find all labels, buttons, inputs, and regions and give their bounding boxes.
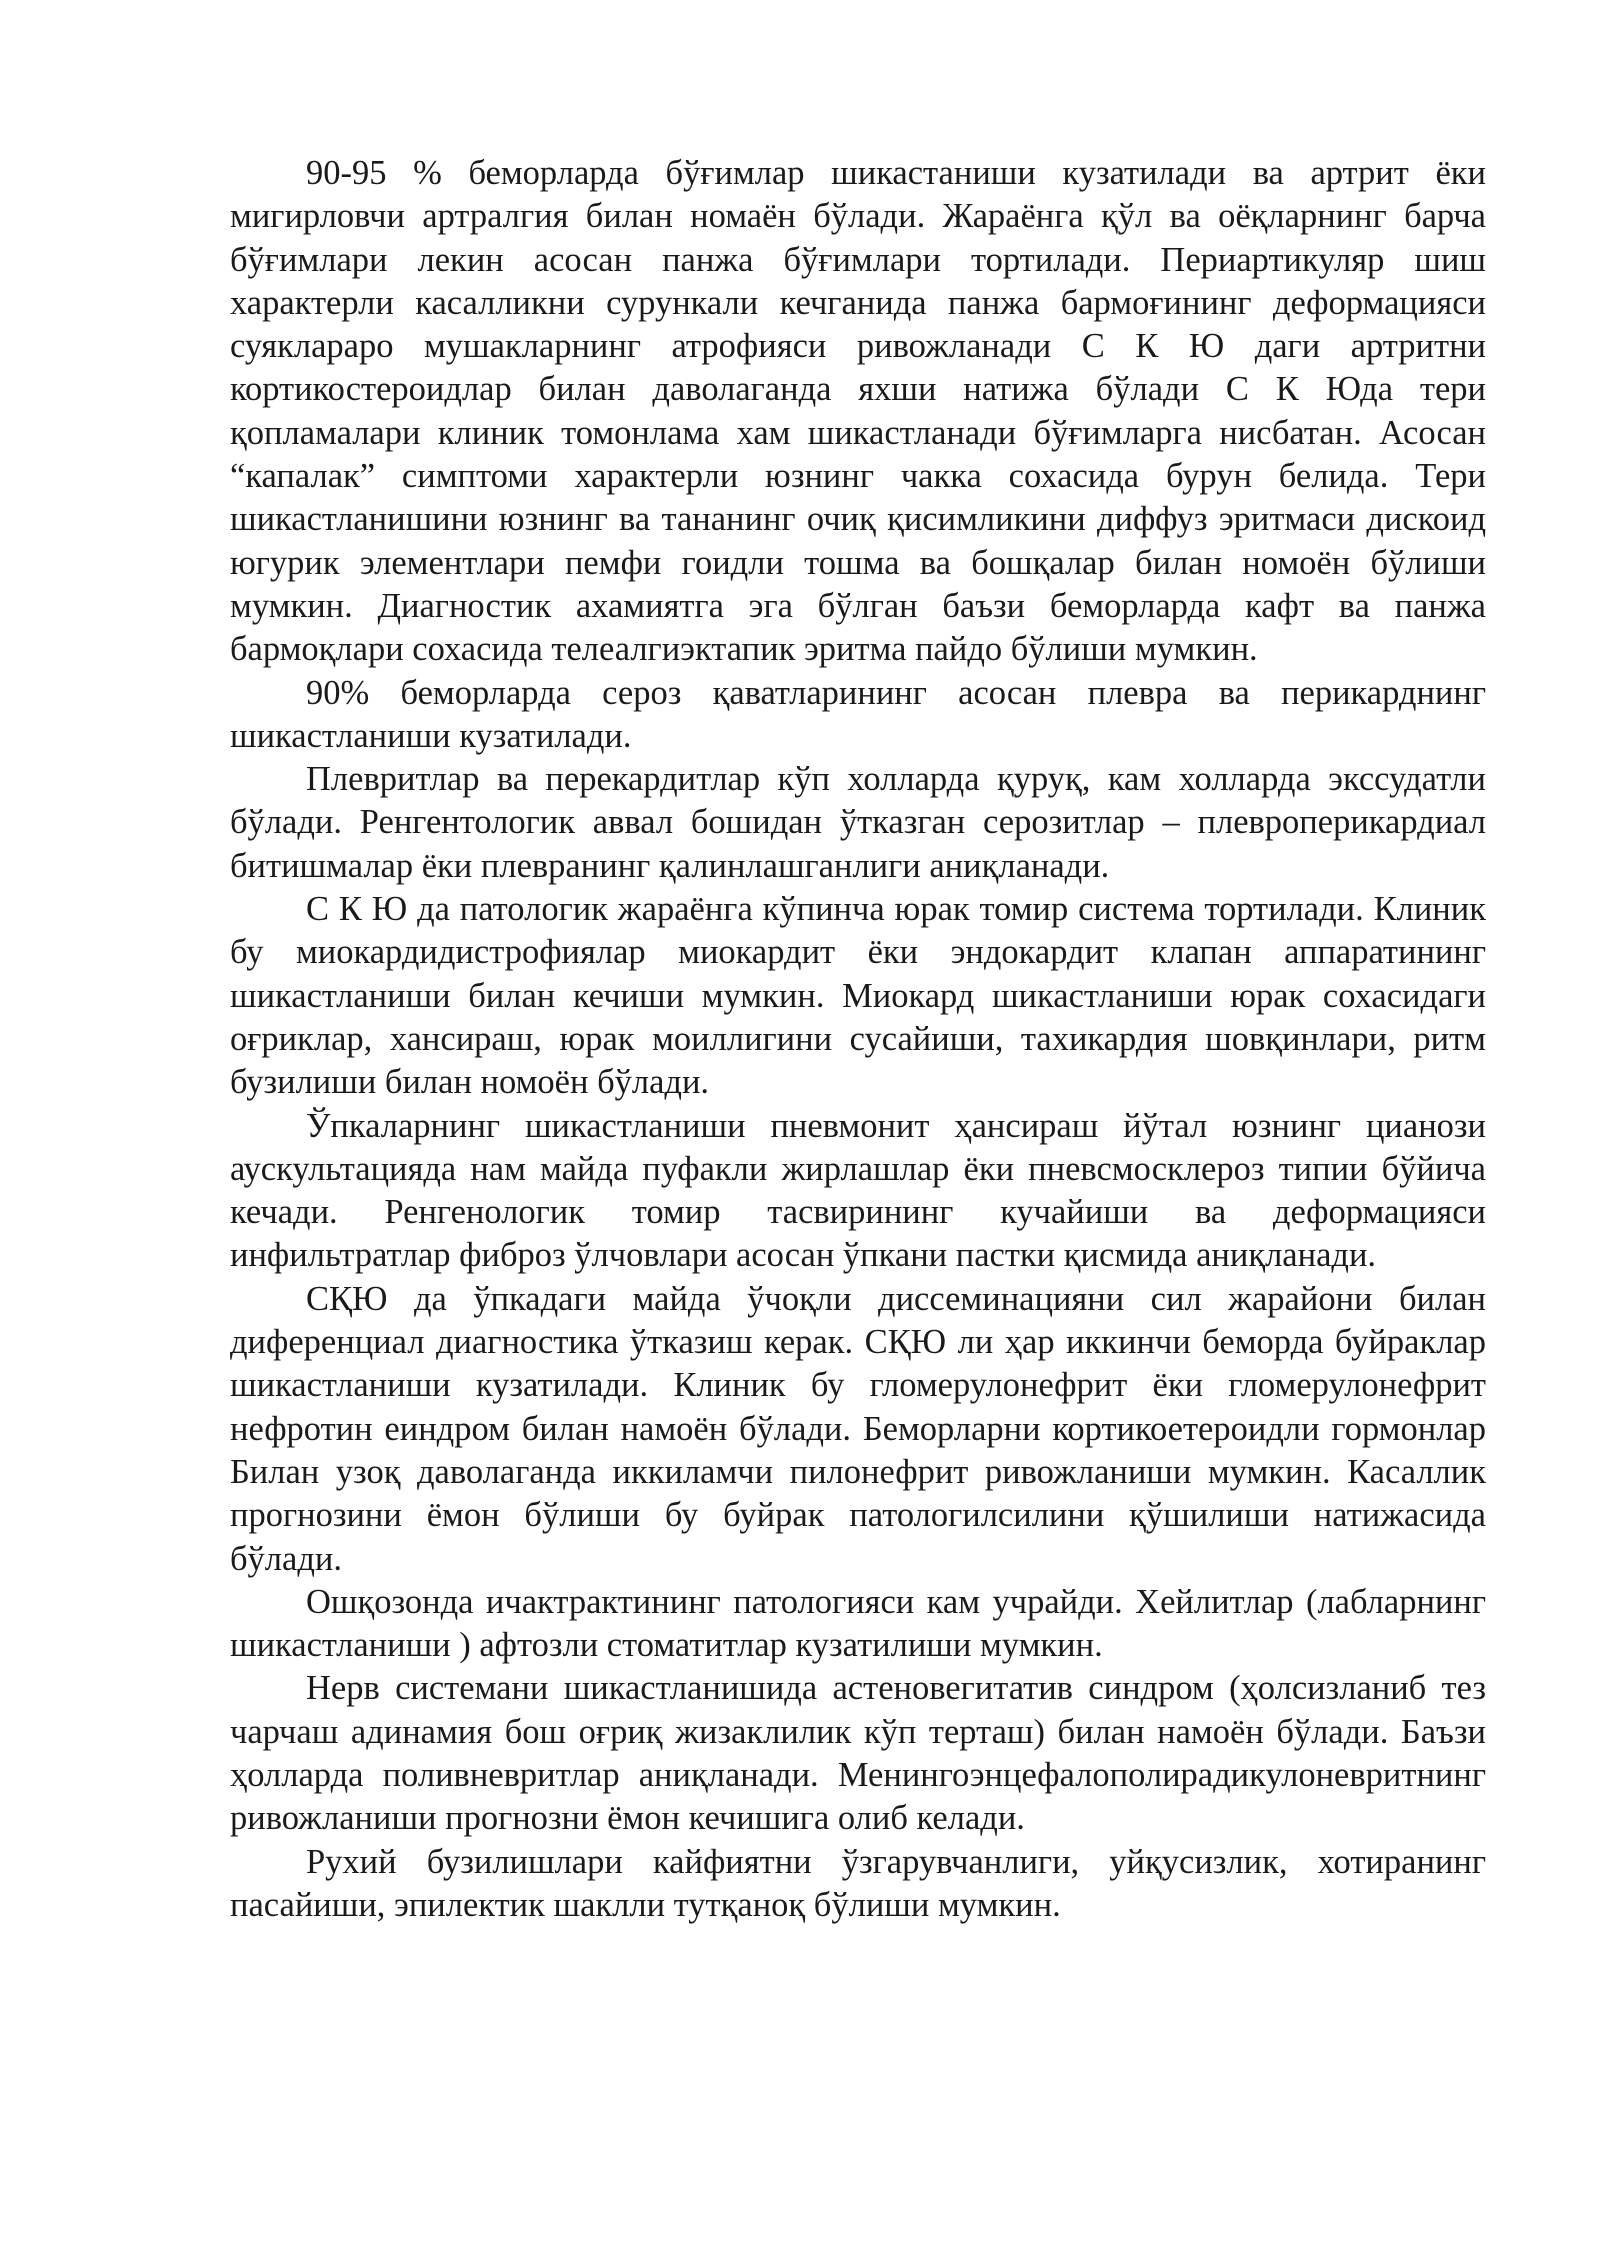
paragraph-pleuritis: Плевритлар ва перекардитлар кўп холларда қуруқ, кам холларда экссудатли бўлади. Ренгентологик аввал бошидан ўтказган серозитлар – плевроперикардиал битишмалар ёки плевранинг қалинлашганлиги аниқланади. xyxy=(230,760,1486,885)
paragraph-mental-disorders: Рухий бузилишлари кайфиятни ўзгарувчанлиги, уйқусизлик, хотиранинг пасайиши, эпилектик шаклли тутқаноқ бўлиши мумкин. xyxy=(230,1842,1486,1924)
paragraph-joint-and-skin-lesions: 90-95 % беморларда бўғимлар шикастаниши кузатилади ва артрит ёки мигирловчи артралгия билан номаён бўлади. Жараёнга қўл ва оёқларнинг барча бўғимлари лекин асосан панжа бўғимлари тортилади. Периартикуляр шиш характерли касалликни сурункали кечганида панжа бармоғининг деформацияси суяклараро мушакларнинг атрофияси ривожланади С К Ю даги артритни кортикостероидлар билан даволаганда яхши натижа бўлади С К Юда тери қопламалари клиник томонлама хам шикастланади бўғимларга нисбатан. Асосан “капалак” симптоми характерли юзнинг чакка сохасида бурун белида. Тери шикастланишини юзнинг ва тананинг очиқ қисимликини диффуз эритмаси дискоид югурик элементлари пемфи гоидли тошма ва бошқалар билан номоён бўлиши мумкин. Диагностик ахамиятга эга бўлган баъзи беморларда кафт ва панжа бармоқлари сохасида телеалгиэктапик эритма пайдо бўлиши мумкин. xyxy=(230,154,1486,669)
paragraph-nervous-system: Нерв системани шикастланишида астеновегитатив синдром (ҳолсизланиб тез чарчаш адинамия бош оғриқ жизаклилик кўп терташ) билан намоён бўлади. Баъзи ҳолларда поливневритлар аниқланади. Менингоэнцефалополирадикулоневритнинг ривожланиши прогнозни ёмон кечишига олиб келади. xyxy=(230,1669,1486,1838)
paragraph-gastrointestinal: Ошқозонда ичактрактининг патологияси кам учрайди. Хейлитлар (лабларнинг шикастланиши ) афтозли стоматитлар кузатилиши мумкин. xyxy=(230,1582,1486,1665)
document-body xyxy=(230,152,1486,1927)
paragraph-lungs: Ўпкаларнинг шикастланиши пневмонит ҳансираш йўтал юзнинг цианози аускультацияда нам майда пуфакли жирлашлар ёки пневсмосклероз типии бўйича кечади. Ренгенологик томир тасвирининг кучайиши ва деформацияси инфильтратлар фиброз ўлчовлари асосан ўпкани пастки қисмида аниқланади. xyxy=(230,1106,1486,1275)
paragraph-serous-membranes: 90% беморларда сероз қаватларининг асосан плевра ва перикарднинг шикастланиши кузатилади. xyxy=(230,673,1486,755)
paragraph-kidneys: СҚЮ да ўпкадаги майда ўчоқли диссеминацияни сил жарайони билан диференциал диагностика ўтказиш керак. СҚЮ ли ҳар иккинчи беморда буйраклар шикастланиши кузатилади. Клиник бу гломерулонефрит ёки гломерулонефрит нефротин еиндром билан намоён бўлади. Беморларни кортикоетероидли гормонлар Билан узоқ даволаганда иккиламчи пилонефрит ривожланиши мумкин. Касаллик прогнозини ёмон бўлиши бу буйрак патологилсилини қўшилиши натижасида бўлади. xyxy=(230,1279,1486,1578)
paragraph-cardiovascular: С К Ю да патологик жараёнга кўпинча юрак томир система тортилади. Клиник бу миокардидистрофиялар миокардит ёки эндокардит клапан аппаратининг шикастланиши билан кечиши мумкин. Миокард шикастланиши юрак сохасидаги оғриклар, хансираш, юрак моиллигини сусайиши, тахикардия шовқинлари, ритм бузилиши билан номоён бўлади. xyxy=(230,890,1486,1102)
